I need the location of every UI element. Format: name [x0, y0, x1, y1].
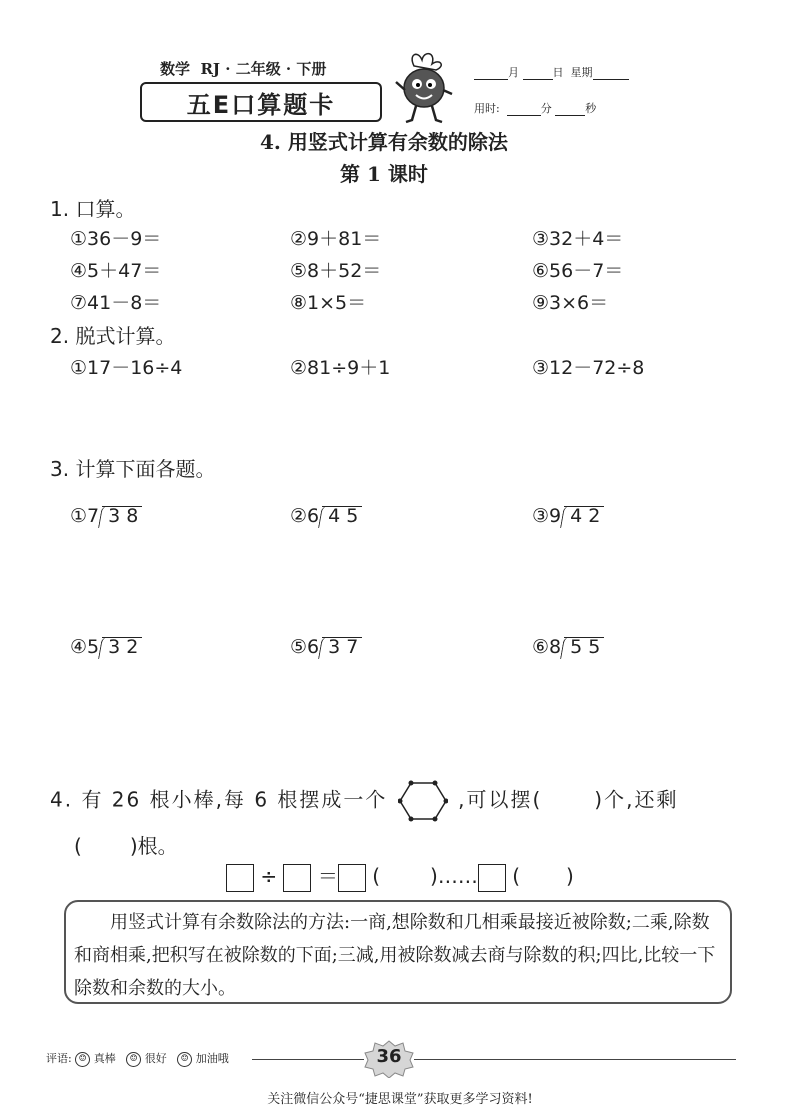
q3-item: ①7 3 8 [70, 505, 139, 527]
q1-item: ①36－9＝ [70, 228, 162, 250]
q1-item: ⑧1×5＝ [290, 292, 367, 314]
lesson-subtitle: 第 1 课时 [340, 162, 428, 186]
footer-divider-right [414, 1059, 736, 1060]
method-tip-box: 用竖式计算有余数除法的方法:一商,想除数和几相乘最接近被除数;二乘,除数和商相乘,把积写在被除数的下面;三减,用被除数减去商与除数的积;四比,比较一下除数和余数的大小。 [64, 900, 732, 1004]
q1-label: 1. 口算。 [50, 197, 136, 221]
answer-box[interactable] [338, 864, 366, 892]
q3-label: 3. 计算下面各题。 [50, 457, 216, 481]
q1-item: ⑤8＋52＝ [290, 260, 382, 282]
q1-item: ③32＋4＝ [532, 228, 624, 250]
q1-item: ②9＋81＝ [290, 228, 382, 250]
q1-item: ⑥56－7＝ [532, 260, 624, 282]
q4-line2: ( )根。 [74, 834, 178, 858]
answer-box[interactable] [226, 864, 254, 892]
rating-row: 评语: ☺ 真棒 ☺ 很好 ☺ 加油哦 [46, 1052, 229, 1065]
date-fields: 月 日 星期 [474, 64, 629, 80]
great-face-icon: ☺ [75, 1052, 90, 1067]
q3-item: ⑥8 5 5 [532, 636, 601, 658]
q1-item: ⑨3×6＝ [532, 292, 609, 314]
hexagon-icon [398, 780, 448, 822]
q3-item: ④5 3 2 [70, 636, 139, 658]
answer-box[interactable] [283, 864, 311, 892]
header-subject: 数学 RJ · 二年级 · 下册 [160, 60, 327, 78]
q3-item: ⑤6 3 7 [290, 636, 359, 658]
page-number: 36 [376, 1046, 402, 1067]
answer-box[interactable] [478, 864, 506, 892]
lesson-title: 4. 用竖式计算有余数的除法 [260, 130, 508, 154]
q1-item: ⑦41－8＝ [70, 292, 162, 314]
q2-item: ②81÷9＋1 [290, 357, 391, 379]
q3-item: ③9 4 2 [532, 505, 601, 527]
mascot-icon [392, 48, 456, 128]
time-fields: 用时: 分 秒 [474, 102, 597, 115]
q2-item: ③12－72÷8 [532, 357, 645, 379]
q1-item: ④5＋47＝ [70, 260, 162, 282]
q4-equation: ÷ ＝ ( )…… ( ) [226, 860, 574, 892]
footer-divider-left [252, 1059, 364, 1060]
q2-item: ①17－16÷4 [70, 357, 183, 379]
good-face-icon: ☺ [126, 1052, 141, 1067]
q4-line1: 4. 有 26 根小棒,每 6 根摆成一个 ,可以摆( )个,还剩 [50, 780, 678, 822]
footer-notice: 关注微信公众号“捷思课堂”获取更多学习资料! [267, 1092, 533, 1107]
q2-label: 2. 脱式计算。 [50, 324, 176, 348]
cheer-face-icon: ☺ [177, 1052, 192, 1067]
brand-title: 五E口算题卡 [140, 82, 382, 122]
q3-item: ②6 4 5 [290, 505, 359, 527]
